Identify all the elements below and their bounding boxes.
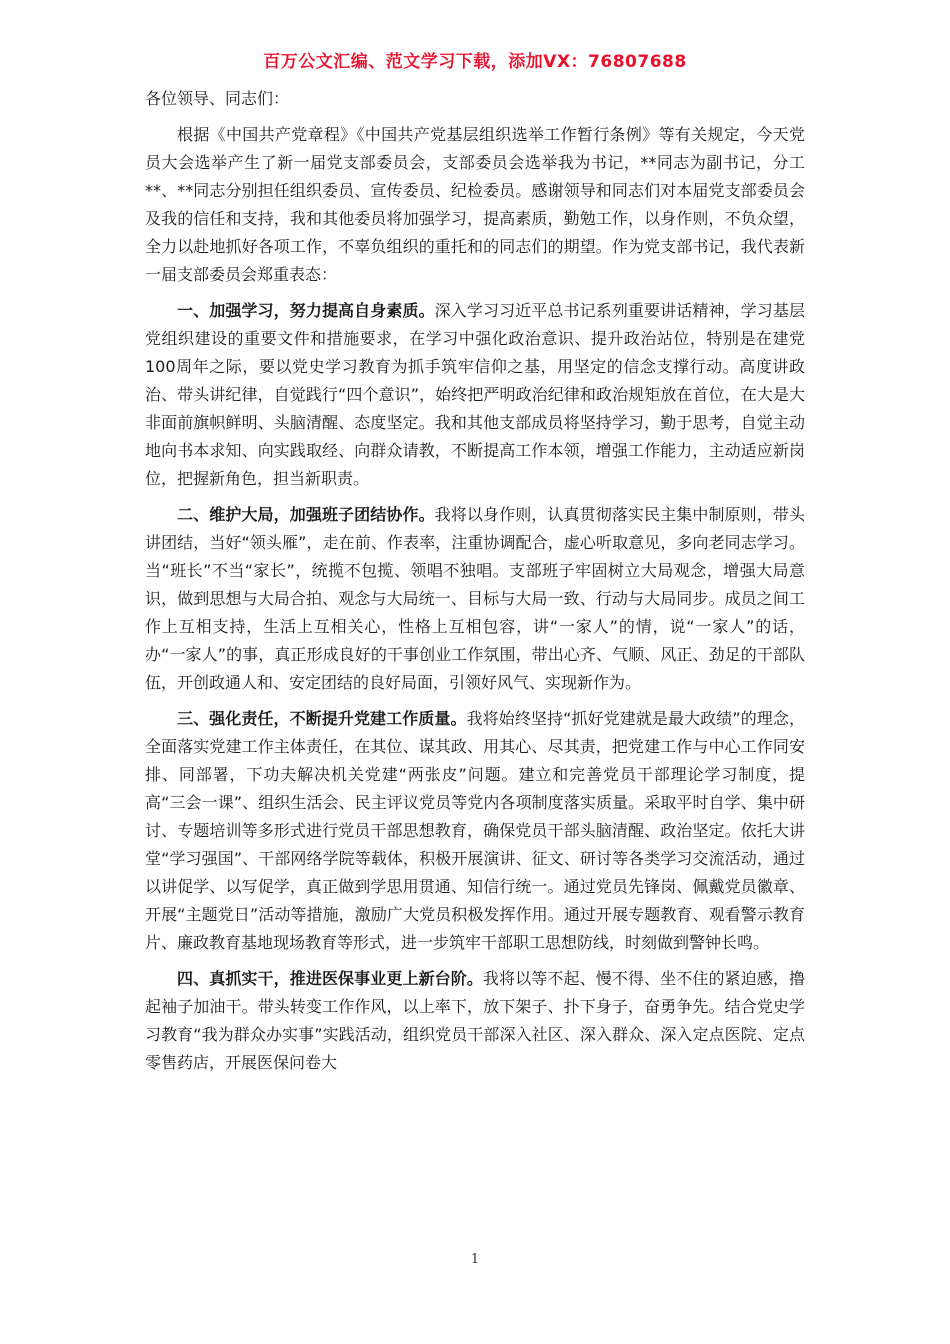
section-heading-2: 二、维护大局，加强班子团结协作。 [177, 505, 435, 524]
section-body-1: 深入学习习近平总书记系列重要讲话精神，学习基层党组织建设的重要文件和措施要求，在学习中强化政治意识、提升政治站位，特别是在建党100周年之际，要以党史学习教育为抓手筑牢信仰之基，用坚定的信念支撑行动。高度讲政治、带头讲纪律，自觉践行“四个意识”，始终把严明政治纪律和政治规矩放在首位，在大是大非面前旗帜鲜明、头脑清醒、态度坚定。我和其他支部成员将坚持学习，勤于思考，自觉主动地向书本求知、向实践取经、向群众请教，不断提高工作本领，增强工作能力，主动适应新岗位，把握新角色，担当新职责。 [145, 301, 805, 488]
section-heading-4: 四、真抓实干，推进医保事业更上新台阶。 [177, 969, 483, 988]
section-paragraph-2 [145, 501, 805, 697]
watermark-banner: 百万公文汇编、范文学习下载，添加VX：76807688 [263, 52, 687, 72]
section-heading-1: 一、加强学习，努力提高自身素质。 [177, 301, 435, 320]
section-paragraph-4 [145, 965, 805, 1077]
salutation: 各位领导、同志们： [145, 89, 290, 108]
section-body-3: 我将始终坚持“抓好党建就是最大政绩”的理念，全面落实党建工作主体责任，在其位、谋其政、用其心、尽其责，把党建工作与中心工作同安排、同部署，下功夫解决机关党建“两张皮”问题。建立和完善党员干部理论学习制度，提高“三会一课”、组织生活会、民主评议党员等党内各项制度落实质量。采取平时自学、集中研讨、专题培训等多形式进行党员干部思想教育，确保党员干部头脑清醒、政治坚定。依托大讲堂“学习强国”、干部网络学院等载体，积极开展演讲、征文、研讨等各类学习交流活动，通过以讲促学、以写促学，真正做到学思用贯通、知信行统一。通过党员先锋岗、佩戴党员徽章、开展“主题党日”活动等措施，激励广大党员积极发挥作用。通过开展专题教育、观看警示教育片、廉政教育基地现场教育等形式，进一步筑牢干部职工思想防线，时刻做到警钟长鸣。 [145, 709, 805, 952]
section-paragraph-3 [145, 705, 805, 957]
section-paragraph-1 [145, 297, 805, 493]
intro-paragraph: 根据《中国共产党章程》《中国共产党基层组织选举工作暂行条例》等有关规定，今天党员大会选举产生了新一届党支部委员会，支部委员会选举我为书记，**同志为副书记，分工**、**同志分别担任组织委员、宣传委员、纪检委员。感谢领导和同志们对本届党支部委员会及我的信任和支持，我和其他委员将加强学习，提高素质，勤勉工作，以身作则，不负众望，全力以赴地抓好各项工作，不辜负组织的重托和的同志们的期望。作为党支部书记，我代表新一届支部委员会郑重表态： [145, 125, 805, 284]
section-body-2: 我将以身作则，认真贯彻落实民主集中制原则，带头讲团结，当好“领头雁”，走在前、作表率，注重协调配合，虚心听取意见，多向老同志学习。当“班长”不当“家长”，统揽不包揽、领唱不独唱。支部班子牢固树立大局观念，增强大局意识，做到思想与大局合拍、观念与大局统一、目标与大局一致、行动与大局同步。成员之间工作上互相支持，生活上互相关心，性格上互相包容，讲“一家人”的情，说“一家人”的话，办“一家人”的事，真正形成良好的干事创业工作氛围，带出心齐、气顺、风正、劲足的干部队伍，开创政通人和、安定团结的良好局面，引领好风气、实现新作为。 [145, 505, 805, 692]
page-number: 1 [470, 1252, 480, 1267]
section-body-4: 我将以等不起、慢不得、坐不住的紧迫感，撸起袖子加油干。带头转变工作作风，以上率下，放下架子、扑下身子，奋勇争先。结合党史学习教育“我为群众办实事”实践活动，组织党员干部深入社区、深入群众、深入定点医院、定点零售药店，开展医保问卷大 [145, 969, 805, 1072]
section-heading-3: 三、强化责任，不断提升党建工作质量。 [177, 709, 467, 728]
document-body [145, 85, 805, 1085]
